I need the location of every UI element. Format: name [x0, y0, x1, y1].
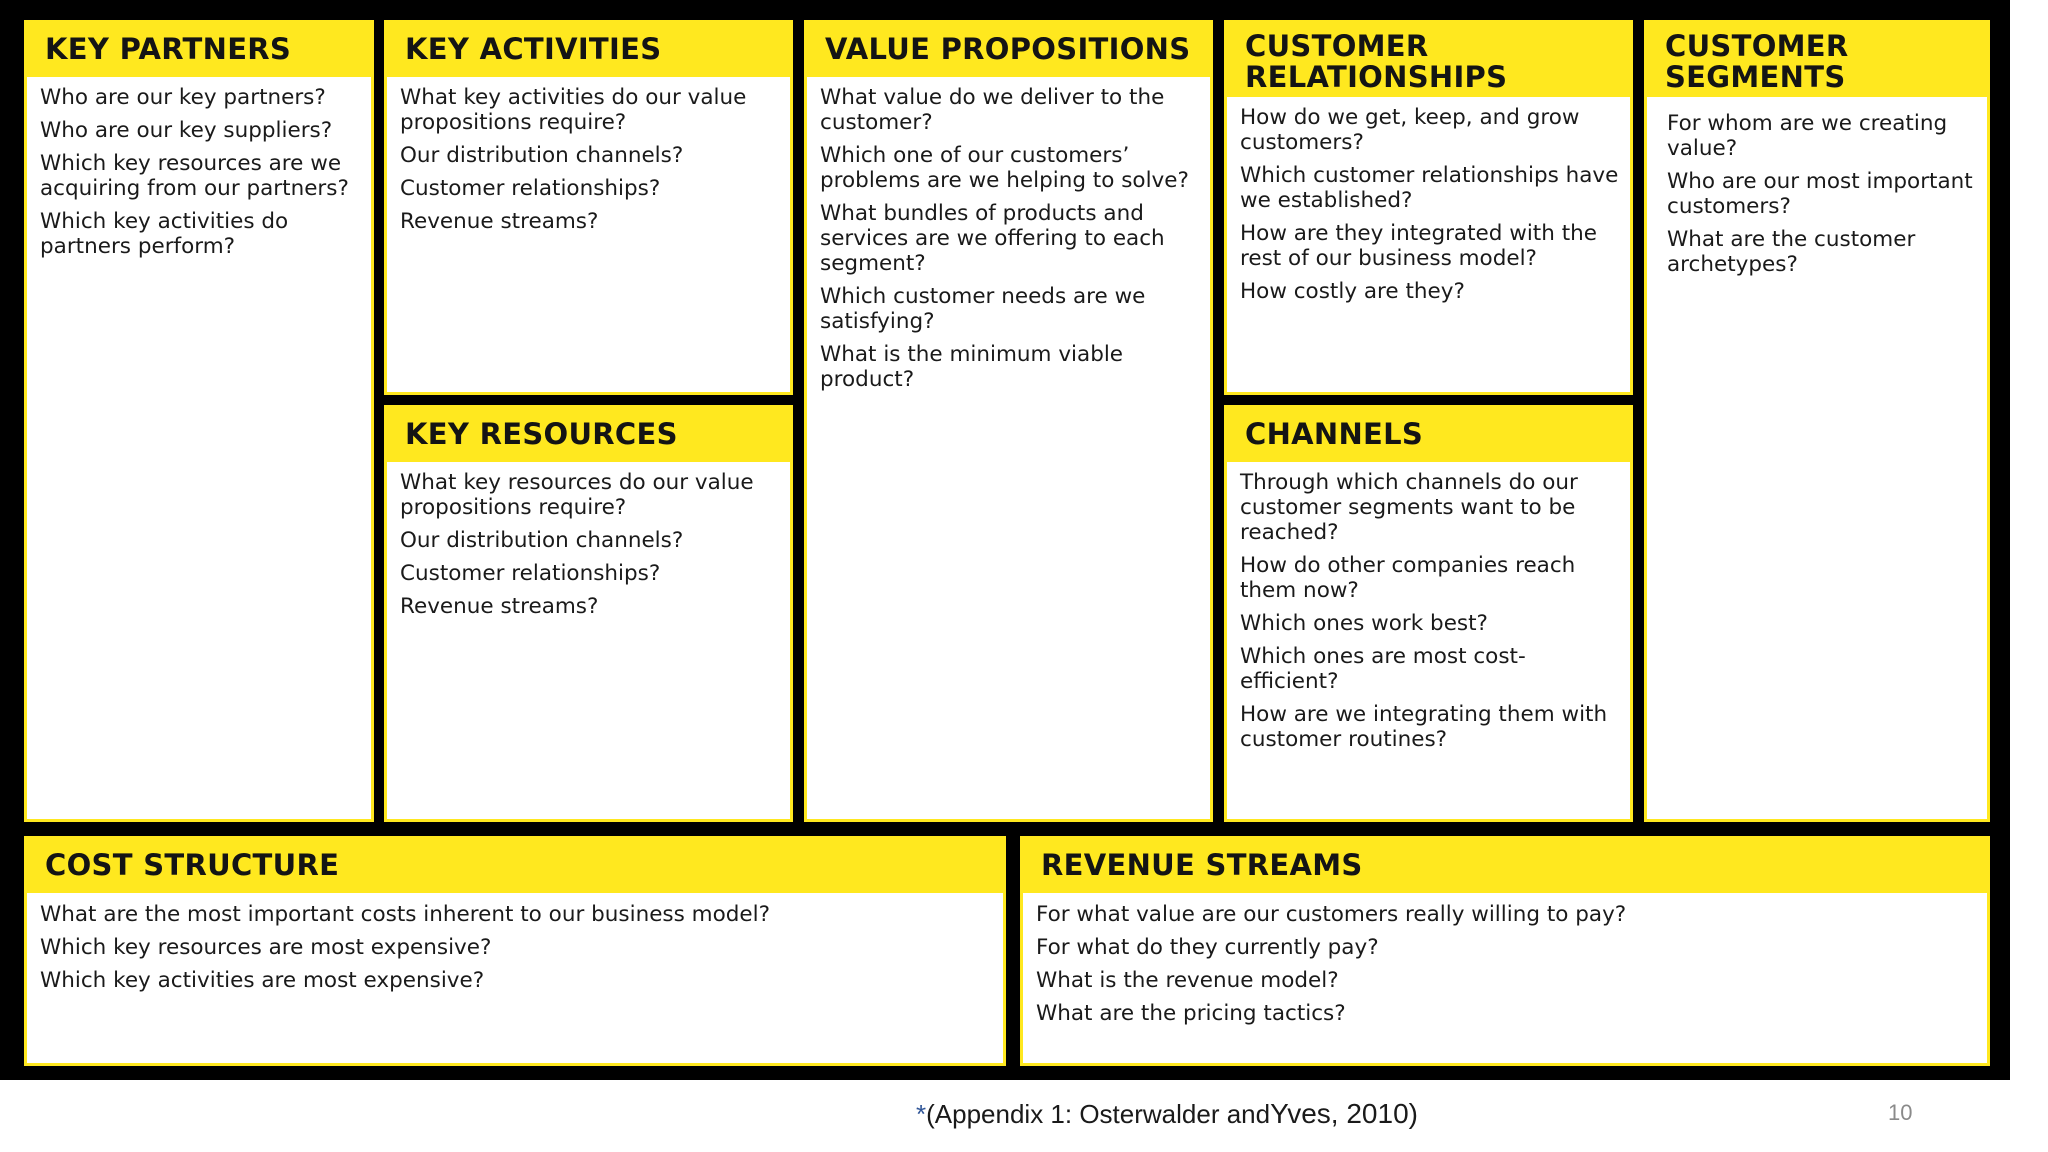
customer-relationships-title: [1227, 23, 1630, 97]
key-resources-block: [384, 405, 793, 822]
question-item: Through which channels do our customer segments want to be reached?: [1240, 470, 1578, 545]
question-item: What is the revenue model?: [1036, 968, 1339, 993]
question-item: How are we integrating them with customer routines?: [1240, 702, 1608, 752]
question-item: Customer relationships?: [400, 561, 661, 586]
question-item: Who are our key suppliers?: [40, 118, 333, 143]
revenue-streams-title: REVENUE STREAMS: [1023, 839, 1987, 893]
channels-title: CHANNELS: [1227, 408, 1630, 462]
question-item: Which key resources are most expensive?: [40, 935, 492, 960]
customer-relationships-title-line2: RELATIONSHIPS: [1245, 60, 1508, 94]
question-item: Our distribution channels?: [400, 143, 684, 168]
customer-segments-questions: [1647, 97, 1987, 277]
question-item: What key activities do our value propositions require?: [400, 85, 747, 135]
question-item: Which one of our customers’ problems are we helping to solve?: [820, 143, 1189, 193]
question-item: Which key activities are most expensive?: [40, 968, 485, 993]
customer-segments-title-line2: SEGMENTS: [1665, 60, 1846, 94]
key-partners-questions: [27, 77, 371, 259]
question-item: For what value are our customers really willing to pay?: [1036, 902, 1627, 927]
question-item: Which ones are most cost-efficient?: [1240, 644, 1526, 694]
key-activities-block: [384, 20, 793, 395]
question-item: Revenue streams?: [400, 209, 599, 234]
cost-structure-questions: [27, 893, 1003, 993]
value-propositions-block: [804, 20, 1213, 822]
revenue-streams-block: [1020, 836, 1990, 1066]
question-item: Which customer needs are we satisfying?: [820, 284, 1146, 334]
question-item: What are the pricing tactics?: [1036, 1001, 1346, 1026]
question-item: Which key resources are we acquiring from our partners?: [40, 151, 349, 201]
page-number: 10: [1888, 1100, 1913, 1125]
key-partners-block: [24, 20, 374, 822]
question-item: What is the minimum viable product?: [820, 342, 1124, 392]
channels-block: [1224, 405, 1633, 822]
customer-relationships-title-line1: CUSTOMER: [1245, 29, 1429, 63]
question-item: What key resources do our value propositions require?: [400, 470, 754, 520]
question-item: Which customer relationships have we established?: [1240, 163, 1619, 213]
key-resources-questions: [387, 462, 790, 619]
channels-questions: [1227, 462, 1630, 752]
question-item: Who are our key partners?: [40, 85, 326, 110]
question-item: Customer relationships?: [400, 176, 661, 201]
customer-segments-block: [1644, 20, 1990, 822]
key-activities-questions: [387, 77, 790, 234]
key-activities-title: KEY ACTIVITIES: [387, 23, 790, 77]
customer-segments-title: [1647, 23, 1987, 97]
cost-structure-title: COST STRUCTURE: [27, 839, 1003, 893]
value-propositions-questions: [807, 77, 1210, 392]
question-item: How do we get, keep, and grow customers?: [1240, 105, 1580, 155]
customer-relationships-questions: [1227, 97, 1630, 304]
question-item: What are the most important costs inherent to our business model?: [40, 902, 771, 927]
citation-tail: Yves, 2010): [1270, 1098, 1418, 1129]
question-item: Revenue streams?: [400, 594, 599, 619]
question-item: Which key activities do partners perform?: [40, 209, 289, 259]
key-partners-title: KEY PARTNERS: [27, 23, 371, 77]
citation-text: (Appendix 1: Osterwalder and: [926, 1099, 1271, 1129]
question-item: What are the customer archetypes?: [1667, 227, 1916, 277]
key-resources-title: KEY RESOURCES: [387, 408, 790, 462]
cost-structure-block: [24, 836, 1006, 1066]
question-item: For whom are we creating value?: [1667, 111, 1948, 161]
customer-segments-title-line1: CUSTOMER: [1665, 29, 1849, 63]
value-propositions-title: VALUE PROPOSITIONS: [807, 23, 1210, 77]
question-item: Who are our most important customers?: [1667, 169, 1973, 219]
question-item: How do other companies reach them now?: [1240, 553, 1576, 603]
revenue-streams-questions: [1023, 893, 1987, 1026]
question-item: Our distribution channels?: [400, 528, 684, 553]
citation-star: *: [916, 1099, 927, 1129]
citation: [916, 1098, 1418, 1130]
question-item: What value do we deliver to the customer?: [820, 85, 1165, 135]
question-item: How are they integrated with the rest of our business model?: [1240, 221, 1597, 271]
question-item: For what do they currently pay?: [1036, 935, 1379, 960]
customer-relationships-block: [1224, 20, 1633, 395]
question-item: Which ones work best?: [1240, 611, 1488, 636]
question-item: How costly are they?: [1240, 279, 1465, 304]
question-item: What bundles of products and services are we offering to each segment?: [820, 201, 1165, 276]
